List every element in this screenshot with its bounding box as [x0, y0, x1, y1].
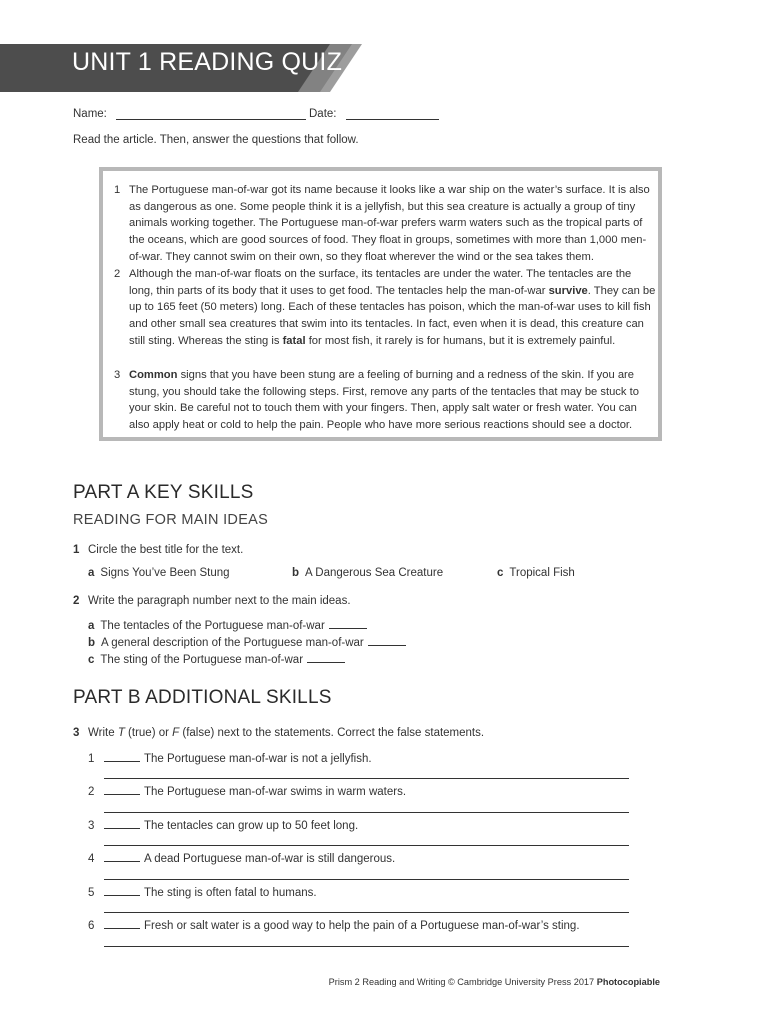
text-run: Write — [88, 727, 118, 739]
option-text: Signs You’ve Been Stung — [100, 567, 230, 579]
answer-blank[interactable] — [329, 617, 367, 629]
question-text: Circle the best title for the text. — [88, 544, 244, 556]
date-field[interactable] — [346, 107, 439, 120]
answer-blank[interactable] — [307, 651, 345, 663]
correction-line[interactable] — [104, 946, 629, 947]
date-label: Date: — [309, 108, 337, 120]
option-a[interactable] — [88, 567, 230, 579]
statement-number: 5 — [88, 887, 95, 899]
paragraph-text — [129, 266, 656, 350]
statement-4 — [88, 850, 395, 865]
item-text: The sting of the Portuguese man-of-war — [100, 654, 304, 666]
part-a-title: PART A KEY SKILLS — [73, 482, 254, 503]
italic-letter: F — [172, 727, 180, 739]
text-run: . They can be up to 165 feet (50 meters) long. Each of these tentacles has poison, which the man-of-war uses to kill fish and other small sea creatures that swim into its tentacles. In fact, even when it is dead, this creature can still sting. Whereas the sting is — [129, 284, 656, 347]
statement-5 — [88, 884, 317, 899]
bold-word: fatal — [282, 334, 306, 347]
statement-text: The tentacles can grow up to 50 feet long. — [144, 820, 359, 832]
statement-text: The Portuguese man-of-war is not a jellyfish. — [144, 753, 372, 765]
text-run: signs that you have been stung are a feeling of burning and a redness of the skin. If you are stung, you should take the following steps. First, remove any parts of the tentacles that may be stuck to your skin. Be careful not to touch them with your fingers. Then, apply salt water or fresh water. You can also apply heat or cold to help the pain. People who have more serious reactions should see a doctor. — [129, 369, 639, 432]
statement-text: The sting is often fatal to humans. — [144, 887, 317, 899]
bold-word: survive — [548, 284, 588, 297]
correction-line[interactable] — [104, 879, 629, 880]
statement-6 — [88, 917, 580, 932]
part-b-title: PART B ADDITIONAL SKILLS — [73, 687, 332, 708]
statement-3 — [88, 817, 358, 832]
item-letter: a — [88, 620, 95, 632]
name-row — [73, 107, 306, 120]
correction-line[interactable] — [104, 845, 629, 846]
statement-number: 2 — [88, 786, 95, 798]
option-letter: b — [292, 567, 300, 579]
option-c[interactable] — [497, 567, 575, 579]
correction-line[interactable] — [104, 812, 629, 813]
tf-blank[interactable] — [104, 783, 140, 795]
text-run: for most fish, it rarely is for humans, but it is extremely painful. — [305, 334, 616, 347]
item-text: A general description of the Portuguese man-of-war — [101, 637, 364, 649]
question-text — [88, 727, 484, 739]
option-letter: c — [497, 567, 504, 579]
tf-blank[interactable] — [104, 884, 140, 896]
bold-word: Common — [129, 369, 178, 381]
question-text: Write the paragraph number next to the main ideas. — [88, 595, 351, 607]
question-number: 3 — [73, 727, 80, 739]
question-number: 2 — [73, 595, 80, 607]
correction-line[interactable] — [104, 912, 629, 913]
text-run: Although the man-of-war floats on the surface, its tentacles are under the water. The tentacles are the long, thin parts of its body that it uses to get food. The tentacles help the man-of-war — [129, 268, 632, 297]
name-label: Name: — [73, 108, 107, 120]
text-run: (true) or — [124, 727, 173, 739]
main-idea-item-c — [88, 651, 345, 666]
paragraph-text: The Portuguese man-of-war got its name because it looks like a war ship on the water’s surface. It is also as dangerous as one. Some people think it is a jellyfish, but this sea creature is actually a group of tiny animals working together. The Portuguese man-of-war prefers warm waters such as the tropical parts of the oceans, which are good sources of food. They float in groups, sometimes with more than 1,000 men-of-war. They cannot swim on their own, so they float wherever the wind or the sea takes them. — [129, 184, 650, 263]
date-row — [309, 107, 439, 120]
option-letter: a — [88, 567, 95, 579]
italic-letter: T — [117, 727, 125, 739]
instructions: Read the article. Then, answer the questions that follow. — [73, 134, 359, 146]
paragraph-number: 1 — [114, 184, 121, 196]
statement-text: Fresh or salt water is a good way to help the pain of a Portuguese man-of-war’s sting. — [144, 920, 580, 932]
question-number: 1 — [73, 544, 80, 556]
main-idea-item-b — [88, 634, 406, 649]
paragraph-number: 3 — [114, 369, 121, 381]
statement-text: A dead Portuguese man-of-war is still dangerous. — [144, 853, 396, 865]
article-paragraph-2 — [114, 266, 656, 350]
item-text: The tentacles of the Portuguese man-of-war — [100, 620, 325, 632]
paragraph-number: 2 — [114, 268, 121, 280]
statement-number: 3 — [88, 820, 95, 832]
part-a-subtitle: READING FOR MAIN IDEAS — [73, 512, 269, 528]
name-field[interactable] — [116, 107, 306, 120]
tf-blank[interactable] — [104, 750, 140, 762]
statement-text: The Portuguese man-of-war swims in warm waters. — [144, 786, 407, 798]
answer-blank[interactable] — [368, 634, 406, 646]
paragraph-text — [129, 367, 656, 434]
statement-number: 1 — [88, 753, 95, 765]
item-letter: b — [88, 637, 96, 649]
footer-bold: Photocopiable — [596, 977, 660, 987]
statement-2 — [88, 783, 406, 798]
article-paragraph-3 — [114, 367, 656, 434]
tf-blank[interactable] — [104, 817, 140, 829]
option-text: A Dangerous Sea Creature — [305, 567, 444, 579]
correction-line[interactable] — [104, 778, 629, 779]
item-letter: c — [88, 654, 95, 666]
page-title: UNIT 1 READING QUIZ — [72, 48, 343, 76]
statement-number: 6 — [88, 920, 95, 932]
text-run: (false) next to the statements. Correct the false statements. — [179, 727, 485, 739]
footer — [329, 977, 660, 987]
footer-text: Prism 2 Reading and Writing © Cambridge University Press 2017 — [328, 977, 597, 987]
option-b[interactable] — [292, 567, 443, 579]
option-text: Tropical Fish — [509, 567, 575, 579]
tf-blank[interactable] — [104, 850, 140, 862]
statement-1 — [88, 750, 372, 765]
article-paragraph-1 — [114, 182, 656, 266]
tf-blank[interactable] — [104, 917, 140, 929]
statement-number: 4 — [88, 853, 95, 865]
main-idea-item-a — [88, 617, 367, 632]
